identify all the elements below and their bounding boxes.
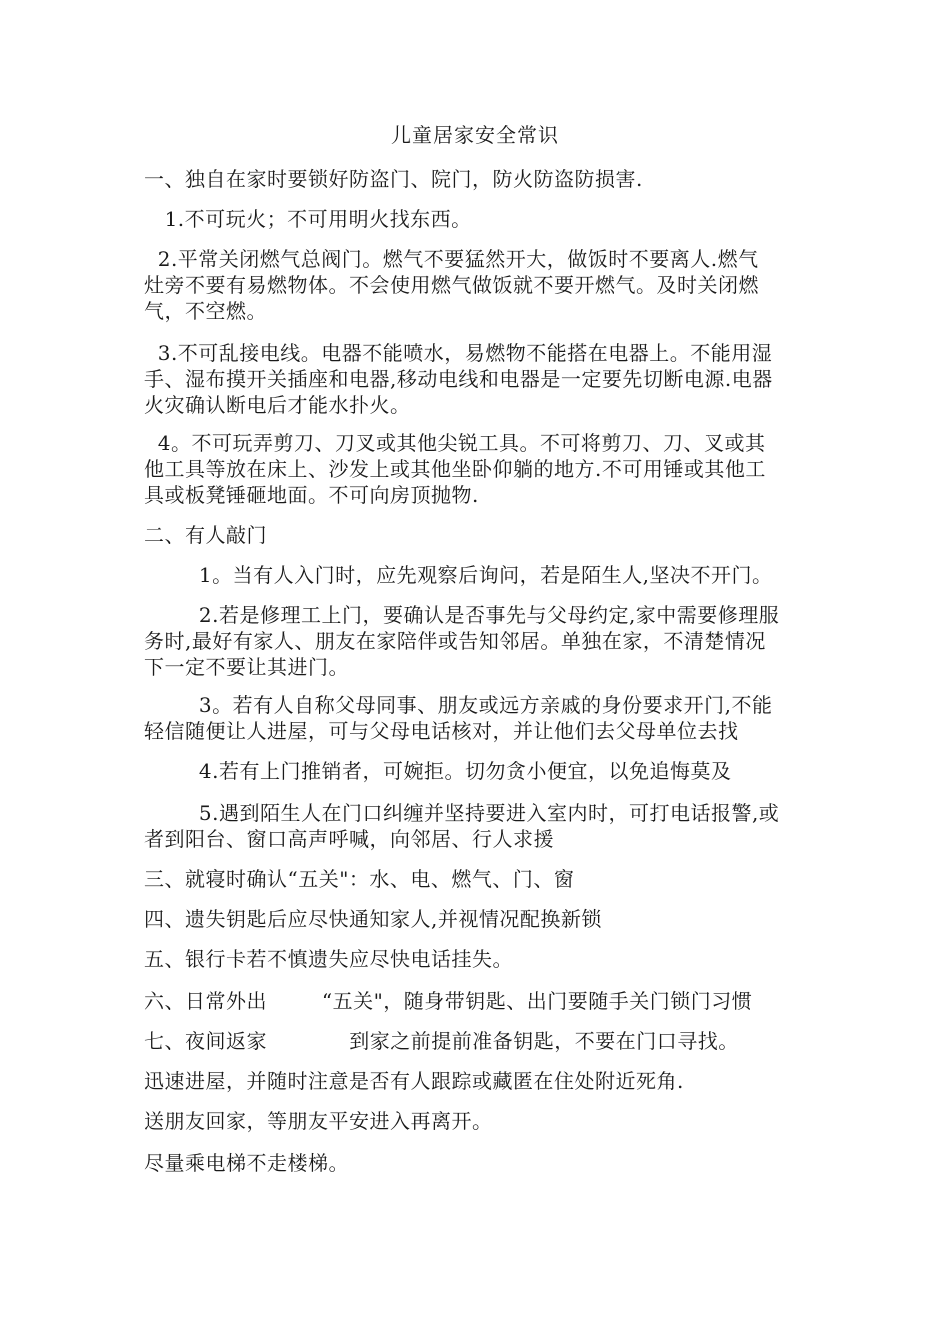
paragraph-line: 他工具等放在床上、沙发上或其他坐卧仰躺的地方.不可用锤或其他工 — [144, 457, 766, 481]
section-3-heading: 三、就寝时确认“五关"：水、电、燃气、门、窗 — [144, 867, 575, 891]
paragraph-line: 轻信随便让人进屋，可与父母电话核对，并让他们去父母单位去找 — [144, 719, 739, 743]
paragraph-line: 1.不可玩火；不可用明火找东西。 — [144, 207, 472, 231]
paragraph-line: 4.若有上门推销者，可婉拒。切勿贪小便宜，以免追悔莫及 — [144, 759, 732, 783]
paragraph-line: 1。当有人入门时，应先观察后询问，若是陌生人,坚决不开门。 — [144, 563, 773, 587]
document-title: 儿童居家安全常识 — [391, 123, 559, 147]
paragraph-line: 火灾确认断电后才能水扑火。 — [144, 393, 411, 417]
paragraph-line: 下一定不要让其进门。 — [144, 655, 349, 679]
section-7-heading: 七、夜间返家 到家之前提前准备钥匙，不要在门口寻找。 — [144, 1029, 739, 1053]
paragraph-line: 2.平常关闭燃气总阀门。燃气不要猛然开大，做饭时不要离人.燃气 — [144, 247, 759, 271]
paragraph-line: 务时,最好有家人、朋友在家陪伴或告知邻居。单独在家，不清楚情况 — [144, 629, 766, 653]
paragraph-line: 手、湿布摸开关插座和电器,移动电线和电器是一定要先切断电源.电器 — [144, 367, 773, 391]
paragraph-line: 尽量乘电梯不走楼梯。 — [144, 1151, 349, 1175]
paragraph-line: 灶旁不要有易燃物体。不会使用燃气做饭就不要开燃气。及时关闭燃 — [144, 273, 759, 297]
paragraph-line: 5.遇到陌生人在门口纠缠并坚持要进入室内时，可打电话报警,或 — [144, 801, 780, 825]
section-1-heading: 一、独自在家时要锁好防盗门、院门，防火防盗防损害. — [144, 167, 643, 191]
paragraph-line: 送朋友回家，等朋友平安进入再离开。 — [144, 1109, 493, 1133]
paragraph-line: 2.若是修理工上门，要确认是否事先与父母约定,家中需要修理服 — [144, 603, 780, 627]
paragraph-line: 者到阳台、窗口高声呼喊，向邻居、行人求援 — [144, 827, 554, 851]
paragraph-line: 3。若有人自称父母同事、朋友或远方亲戚的身份要求开门,不能 — [144, 693, 773, 717]
paragraph-line: 具或板凳锤砸地面。不可向房顶抛物. — [144, 483, 479, 507]
paragraph-line: 迅速进屋，并随时注意是否有人跟踪或藏匿在住处附近死角. — [144, 1069, 684, 1093]
paragraph-line: 气，不空燃。 — [144, 299, 267, 323]
section-2-heading: 二、有人敲门 — [144, 523, 267, 547]
section-4-heading: 四、遗失钥匙后应尽快通知家人,并视情况配换新锁 — [144, 907, 602, 931]
paragraph-line: 4。不可玩弄剪刀、刀叉或其他尖锐工具。不可将剪刀、刀、叉或其 — [144, 431, 766, 455]
paragraph-line: 3.不可乱接电线。电器不能喷水，易燃物不能搭在电器上。不能用湿 — [144, 341, 773, 365]
section-5-heading: 五、银行卡若不慎遗失应尽快电话挂失。 — [144, 947, 513, 971]
section-6-heading: 六、日常外出 “五关"，随身带钥匙、出门要随手关门锁门习惯 — [144, 989, 753, 1013]
